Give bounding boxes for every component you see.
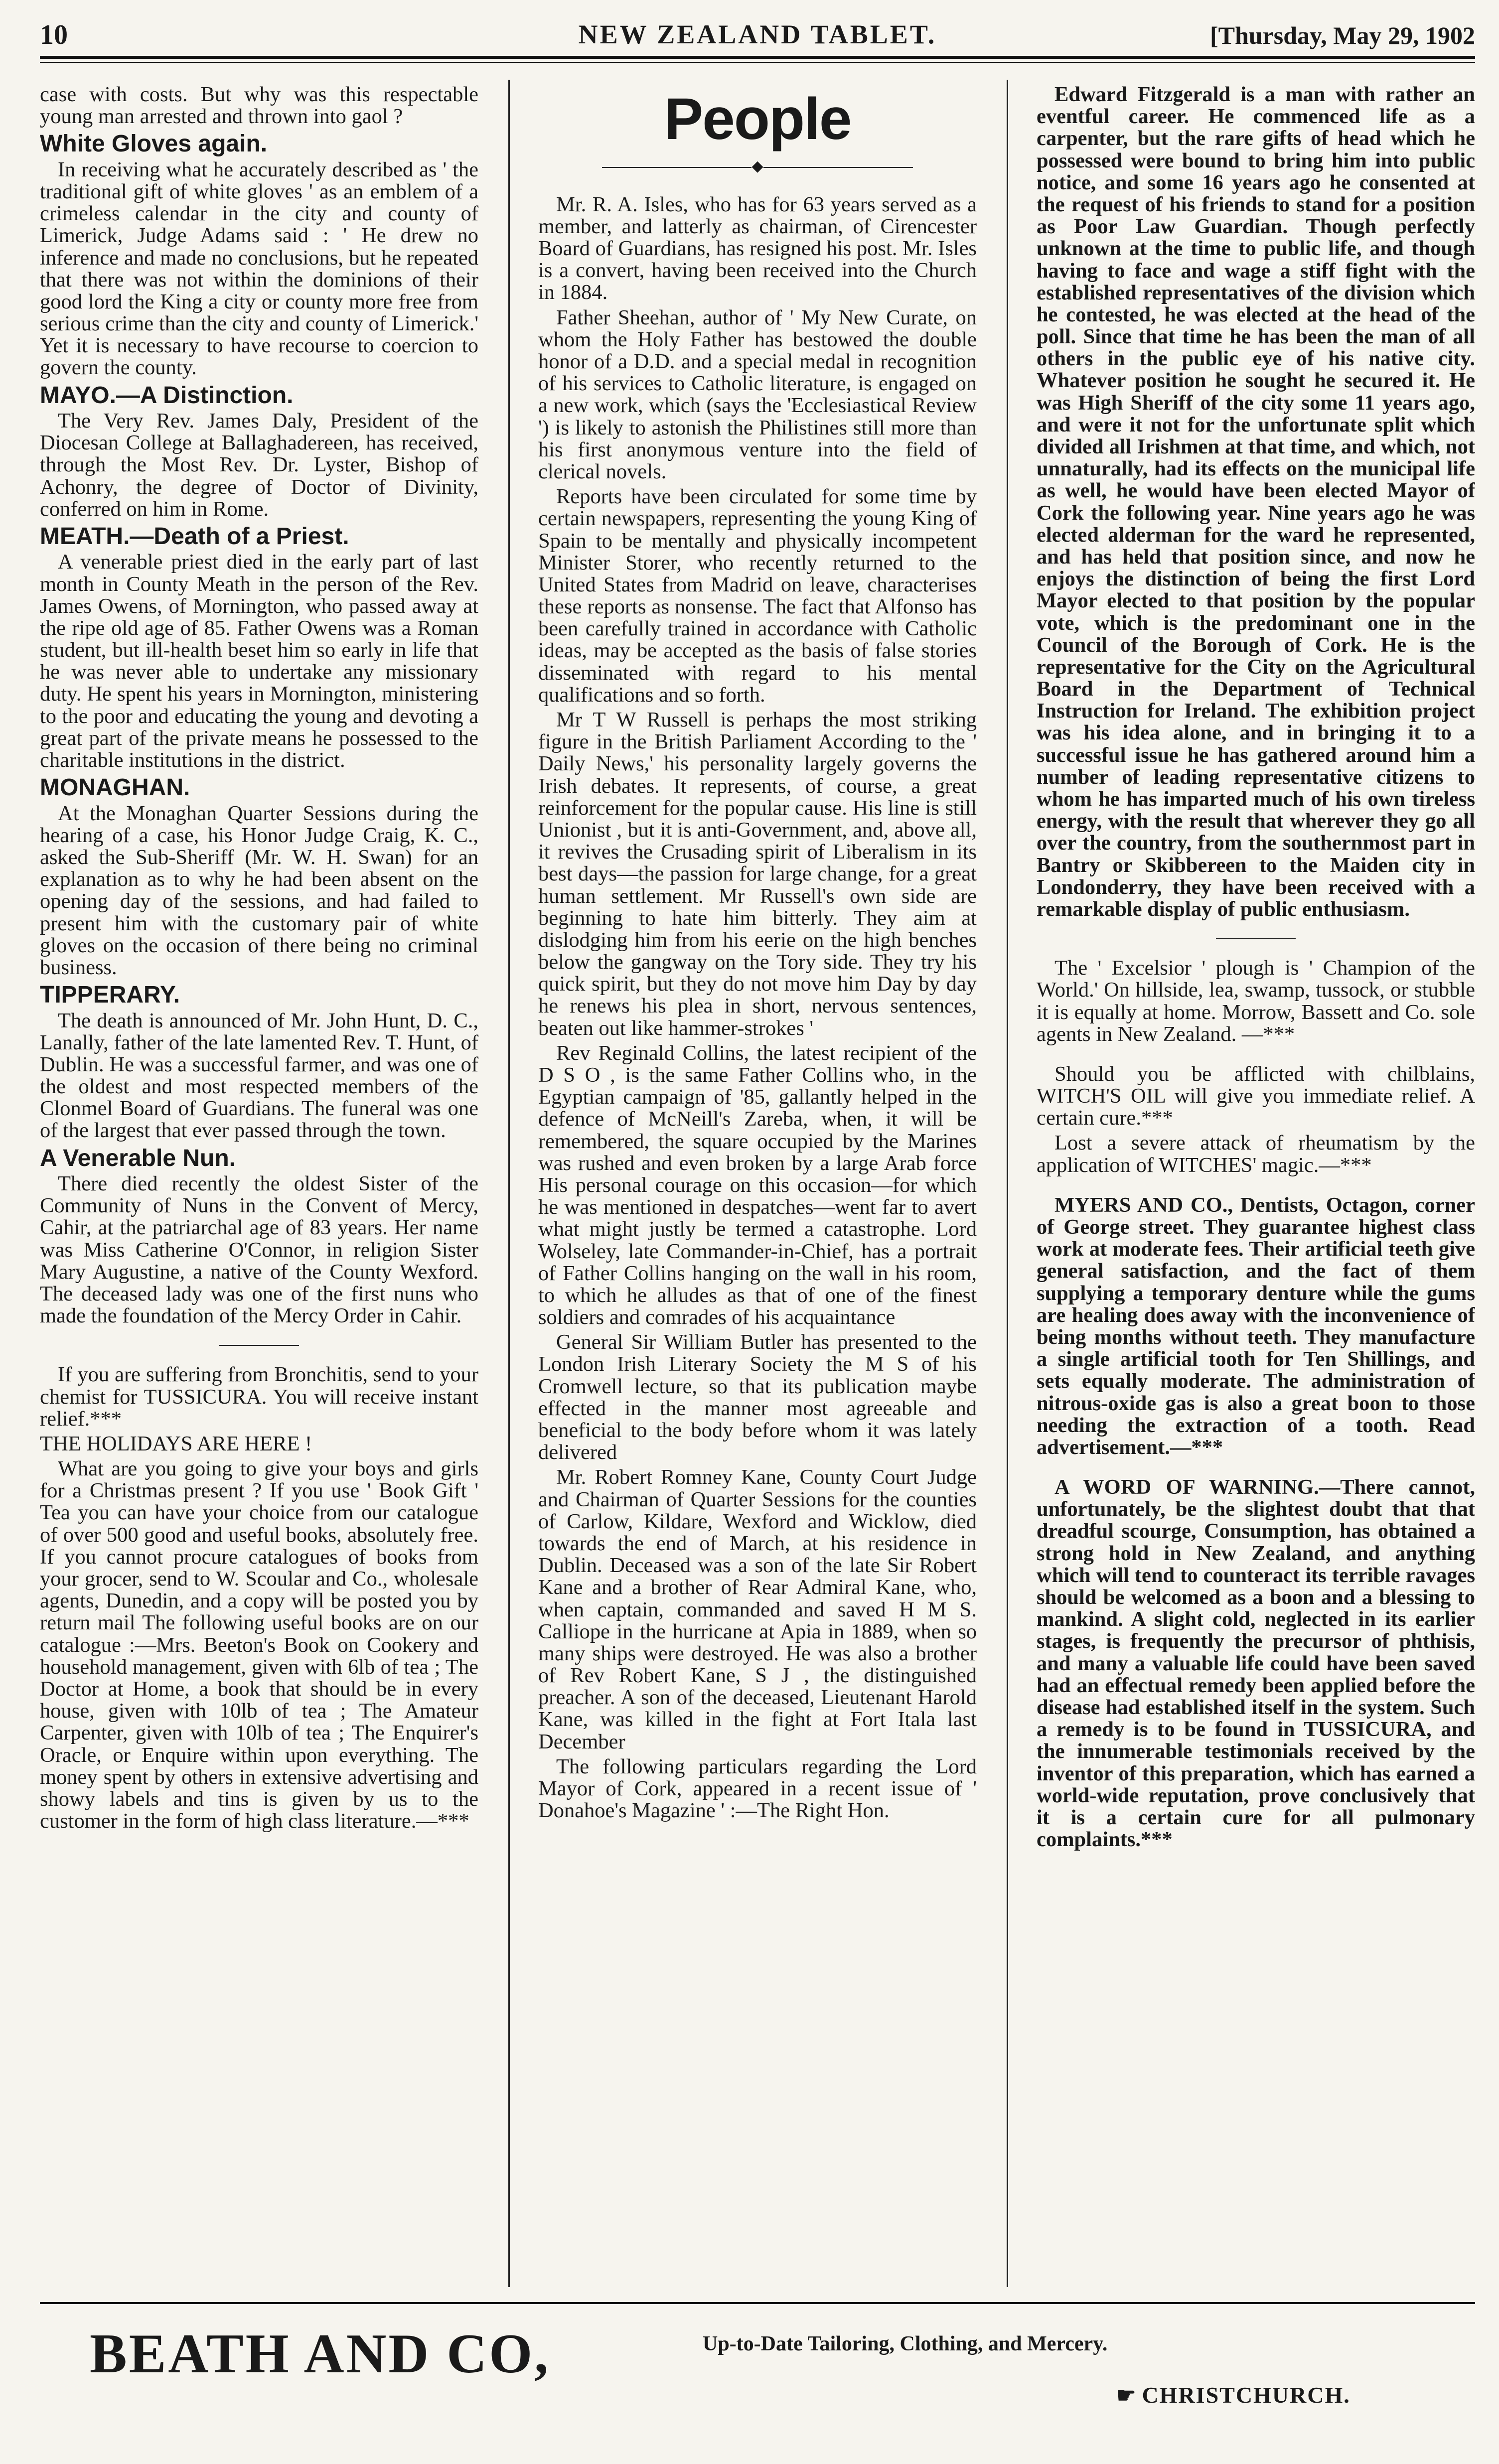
footer-city — [1116, 2382, 1350, 2408]
column-3 — [1037, 84, 1475, 2281]
issue-date: [Thursday, May 29, 1902 — [1209, 21, 1475, 49]
newspaper-title: NEW ZEALAND TABLET. — [578, 19, 937, 49]
footer-tagline: Up-to-Date Tailoring, Clothing, and Mercery. — [703, 2332, 1108, 2355]
masthead — [40, 10, 1475, 60]
heading-monaghan: MONAGHAN. — [40, 774, 190, 801]
ad-witches-magic: Lost a severe attack of rheumatism by the application of WITCHES' magic.—*** — [1037, 1131, 1475, 1177]
paragraph-king-of-spain: Reports have been circulated for some time by certain newspapers, representing the young King of Spain to be mentally and physically incompetent Minister Storer, who recently returned to the United States from Madrid on leave, characterises these reports as nonsense. The fact that Alfonso has been carefully trained in accordance with Catholic ideas, may be accepted as the basis of false stories disseminated with regard to his mental qualifications and so forth. — [538, 485, 977, 707]
heading-venerable-nun: A Venerable Nun. — [40, 1145, 236, 1171]
paragraph-sheehan: Father Sheehan, author of ' My New Curate, on whom the Holy Father has bestowed the double honor of a D.D. and a special medal in recognition of his services to Catholic literature, is engaged on a new work, which (says the 'Ecclesiastical Review ') is likely to astonish the Philistines still more than his first anonymous venture into the field of clerical novels. — [538, 305, 977, 483]
paragraph-white-gloves: In receiving what he accurately described as ' the traditional gift of white gloves ' as an emblem of a crimeless calendar in the city and county of Limerick, Judge Adams said : ' He drew no inference and made no conclusions, but he repeated that there was not within the dominions of their good lord the King a city or county more free from serious crime than the city and county of Limerick.' Yet it is necessary to have recourse to coercion to govern the county. — [40, 157, 478, 380]
ad-word-of-warning: A WORD OF WARNING.—There cannot, unfortunately, be the slightest doubt that that dreadful scourge, Consumption, has obtained a strong hold in New Zealand, and anything which will tend to counteract its terrible ravages should be welcomed as a boon and a blessing to mankind. A slight cold, neglected in its earlier stages, is frequently the precursor of phthisis, and many a valuable life could have been saved had an effectual remedy been applied before the disease had established itself in the system. Such a remedy is to be found in TUSSICURA, and the innumerable testimonials received by the inventor of this preparation, which has earned a world-wide reputation, prove conclusively that it is a certain cure for all pulmonary complaints.*** — [1037, 1475, 1475, 1852]
page-number: 10 — [40, 19, 68, 50]
column-divider — [1007, 80, 1008, 2287]
column-divider — [508, 80, 510, 2287]
column-1 — [40, 84, 478, 2281]
section-separator — [219, 1345, 299, 1346]
paragraph-lord-mayor: The following particulars regarding the Lord Mayor of Cork, appeared in a recent issue of ' Donahoe's Magazine ' :—The Right Hon. — [538, 1754, 977, 1823]
ad-holidays-heading: THE HOLIDAYS ARE HERE ! — [40, 1432, 312, 1455]
ad-witchs-oil: Should you be afflicted with chilblains, WITCH'S OIL will give you immediate relief. A certain cure.*** — [1037, 1062, 1475, 1130]
paragraph-monaghan: At the Monaghan Quarter Sessions during the hearing of a case, his Honor Judge Craig, K. C., asked the Sub-Sheriff (Mr. W. H. Swan) for an explanation as to why he had been absent on the opening day of the sessions, and had failed to present him with the customary pair of white gloves on the occasion of there being no criminal business. — [40, 801, 478, 979]
ad-myers-dentists: MYERS AND CO., Dentists, Octagon, corner of George street. They guarantee highest class work at moderate fees. Their artificial teeth give general satisfaction, and the fact of them supplying a temporary denture while the gums are healing does away with the inconvenience of being months without teeth. They manufacture a single artificial tooth for Ten Shillings, and sets equally moderate. The administration of nitrous-oxide gas is also a great boon to those needing the extraction of a tooth. Read advertisement.—*** — [1037, 1193, 1475, 1459]
masthead-rule-thin — [40, 62, 1475, 63]
paragraph-venerable-nun: There died recently the oldest Sister of the Community of Nuns in the Convent of Mercy, Cahir, at the patriarchal age of 83 years. Her name was Miss Catherine O'Connor, in religion Sister Mary Augustine, a native of the County Wexford. The deceased lady was one of the first nuns who made the foundation of the Mercy Order in Cahir. — [40, 1172, 478, 1328]
newspaper-page — [40, 10, 1475, 2454]
paragraph-mayo: The Very Rev. James Daly, President of the Diocesan College at Ballaghadereen, has received, through the Most Rev. Dr. Lyster, Bishop of Achonry, the degree of Doctor of Divinity, conferred on him in Rome. — [40, 409, 478, 521]
column-2 — [538, 84, 977, 2281]
footer-rule — [40, 2302, 1475, 2304]
footer-advertisement — [40, 2302, 1475, 2452]
paragraph-isles: Mr. R. A. Isles, who has for 63 years served as a member, and latterly as chairman, of Cirencester Board of Guardians, has resigned his post. Mr. Isles is a convert, having been received into the Church in 1884. — [538, 192, 977, 304]
ad-tussicura: If you are suffering from Bronchitis, send to your chemist for TUSSICURA. You will receive instant relief.*** — [40, 1363, 478, 1431]
paragraph-butler: General Sir William Butler has presented to the London Irish Literary Society the M S of his Cromwell lecture, so that its publication maybe effected in the manner most agreeable and beneficial to the body before whom it was lately delivered — [538, 1330, 977, 1464]
ornament-rule: ◆ — [538, 159, 977, 174]
section-separator — [1216, 938, 1296, 939]
pointing-hand-icon: ☛ — [1116, 2383, 1137, 2408]
paragraph-collins: Rev Reginald Collins, the latest recipient of the D S O , is the same Father Collins who, in the Egyptian campaign of '85, gallantly helped in the defence of McNeill's Zareba, when, it will be remembered, the square occupied by the Marines was rushed and even broken by a large Arab force His personal courage on this occasion—for which he was mentioned in despatches—went far to avert what might justly be termed a catastrophe. Lord Wolseley, late Commander-in-Chief, has a portrait of Father Collins hanging on the wall in his room, to which he alludes as that of one of the finest soldiers and comrades of his acquaintance — [538, 1041, 977, 1329]
section-title-people: People — [664, 86, 851, 152]
ad-holidays: What are you going to give your boys and girls for a Christmas present ? If you use ' Book Gift ' Tea you can have your choice from our catalogue of over 500 good and useful books, absolutely free. If you cannot procure catalogues of books from your grocer, send to W. Scoular and Co., wholesale agents, Dunedin, and a copy will be posted you by return mail The following useful books are on our catalogue :—Mrs. Beeton's Book on Cookery and household management, given with 6lb of tea ; The Doctor at Home, a book that should be in every house, given with 10lb of tea ; The Amateur Carpenter, given with 10lb of tea ; The Enquirer's Oracle, or Enquire within upon everything. The money spent by others in extensive advertising and showy labels and tins is given by us to the customer in the form of high class literature.—*** — [40, 1457, 478, 1833]
paragraph-tipperary: The death is announced of Mr. John Hunt, D. C., Lanally, father of the late lamented Rev. T. Hunt, of Dublin. He was a successful farmer, and was one of the oldest and most respected members of the Clonmel Board of Guardians. The funeral was one of the largest that ever passed through the town. — [40, 1009, 478, 1143]
heading-meath: MEATH.—Death of a Priest. — [40, 523, 349, 550]
continued-paragraph: case with costs. But why was this respectable young man arrested and thrown into gaol ? — [40, 84, 478, 129]
paragraph-russell: Mr T W Russell is perhaps the most striking figure in the British Parliament According to the ' Daily News,' his personality largely governs the Irish debates. It represents, of course, a great reinforcement for the popular cause. His line is still Unionist , but it is anti-Government, and, above all, it revives the Crusading spirit of Liberalism in its best days—the passion for large change, for a great human settlement. Mr Russell's own side are beginning to hate him bitterly. They aim at dislodging him from his eerie on the high benches below the gangway on the Tory side. They try his quick spirit, but they do not move him Day by day he renews his plea in short, nervous sentences, beaten out like hammer-strokes ' — [538, 708, 977, 1040]
heading-tipperary: TIPPERARY. — [40, 982, 180, 1009]
paragraph-meath: A venerable priest died in the early part of last month in County Meath in the person of the Rev. James Owens, of Mornington, who passed away at the ripe old age of 85. Father Owens was a Roman student, but ill-health beset him so early in life that he was never able to undertake any missionary duty. He spent his years in Mornington, ministering to the poor and educating the young and devoting a great part of the private means he possessed to the charitable institutions in the district. — [40, 550, 478, 772]
paragraph-kane: Mr. Robert Romney Kane, County Court Judge and Chairman of Quarter Sessions for the counties of Carlow, Kildare, Wexford and Wicklow, died towards the end of March, at his residence in Dublin. Deceased was a son of the late Sir Robert Kane and a brother of Rear Admiral Kane, who, when captain, commanded and saved H M S. Calliope in the hurricane at Apia in 1889, when so many ships were destroyed. He was also a brother of Rev Robert Kane, S J , the distinguished preacher. A son of the deceased, Lieutenant Harold Kane, was killed in the fight at Fort Itala last December — [538, 1465, 977, 1753]
footer-brand: BEATH AND CO, — [90, 2323, 551, 2385]
footer-city-label: CHRISTCHURCH. — [1142, 2382, 1350, 2408]
heading-mayo: MAYO.—A Distinction. — [40, 382, 294, 409]
paragraph-fitzgerald: Edward Fitzgerald is a man with rather an eventful career. He commenced life as a carpenter, but the rare gifts of head which he possessed were bound to bring him into public notice, and some 16 years ago he consented at the request of his friends to stand for a position as Poor Law Guardian. Though perfectly unknown at the time to public life, and though having to face and wage a stiff fight with the established representatives of the division which he contested, he was elected at the head of the poll. Since that time he has been the man of all others in the public eye of his native city. Whatever position he sought he secured it. He was High Sheriff of the city some 11 years ago, and were it not for the unfortunate split which divided all Irishmen at that time, and which, not unnaturally, had its effects on the municipal life as well, he would have been elected Mayor of Cork the following year. Nine years ago he was elected alderman for the ward he represented, and has held that position since, and now he enjoys the distinction of being the first Lord Mayor elected to that position by the popular vote, which is the predominant one in the Council of the Borough of Cork. He is the representative for the City on the Agricultural Board in the Department of Technical Instruction for Ireland. The exhibition project was his idea alone, and in bringing it to a successful issue he has gathered around him a number of leading representative citizens to whom he has imparted much of his own tireless energy, with the result that wherever they go all over the country, from the southernmost part in Bantry or Skibbereen to the Maiden city in Londonderry, they have been received with a remarkable display of public enthusiasm. — [1037, 84, 1475, 921]
heading-white-gloves: White Gloves again. — [40, 131, 268, 157]
ad-excelsior-plough: The ' Excelsior ' plough is ' Champion of the World.' On hillside, lea, swamp, tussock, or stubble it is equally at home. Morrow, Bassett and Co. sole agents in New Zealand. —*** — [1037, 956, 1475, 1046]
masthead-rule — [40, 56, 1475, 59]
